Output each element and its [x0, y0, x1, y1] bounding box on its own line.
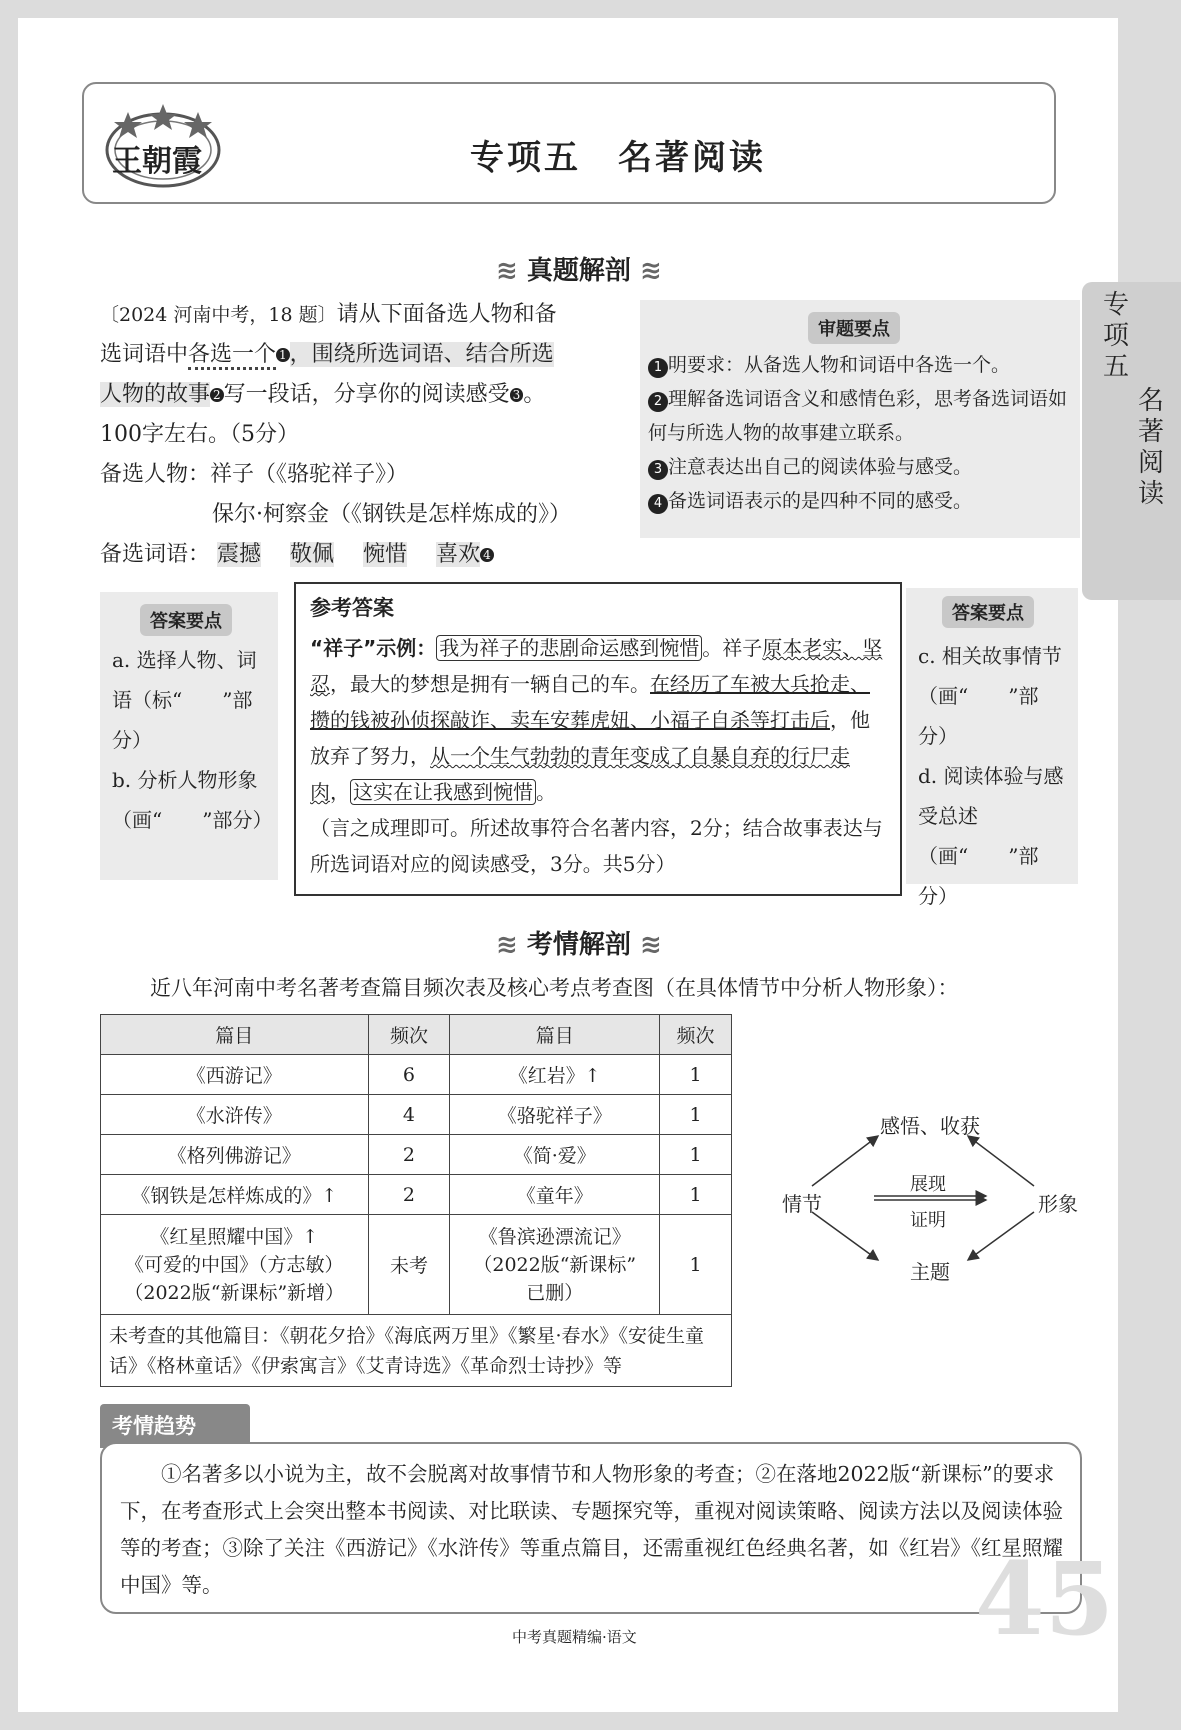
- wave-icon: ≋: [639, 256, 662, 286]
- trend-tag: 考情趋势: [100, 1404, 250, 1448]
- side-tab-line1: 专项五: [1102, 290, 1129, 382]
- page-footer: 中考真题精编·语文: [512, 1628, 637, 1646]
- section-heading-2: ≋ 考情解剖 ≋: [496, 930, 662, 960]
- wave-icon: ≋: [496, 256, 518, 286]
- core-points-diagram: [770, 1100, 1100, 1300]
- reference-answer: 参考答案 “祥子”示例： 我为祥子的悲剧命运感到惋惜 。祥子原本老实、坚忍，最大的梦想是拥有一辆自己的车。在经历了车被大兵抢走、攒的钱被孙侦探敲诈、卖车安葬虎妞、小福子自杀等打击后，他放弃了努力，从一个生气勃勃的青年变成了自暴自弃的行尸走肉， 这实在让我感到惋惜 。 （言之成理即可。所述故事符合名著内容，2分；结合故事表达与所选词语对应的阅读感受，3分。共5分）: [294, 582, 902, 896]
- page-title: 专项五 名著阅读: [470, 138, 766, 178]
- wave-icon: ≋: [639, 930, 662, 960]
- table-footer-row: 未考查的其他篇目：《朝花夕拾》《海底两万里》《繁星·春水》《安徒生童话》《格林童话》《伊索寓言》《艾青诗选》《革命烈士诗抄》等: [101, 1315, 732, 1387]
- diagram-label-prove: 证明: [910, 1210, 946, 1231]
- table-row: 《格列佛游记》 2 《简·爱》 1: [101, 1135, 732, 1175]
- diagram-node-theme: 主题: [910, 1260, 950, 1284]
- table-row: 《红星照耀中国》↑ 《可爱的中国》（方志敏） （2022版“新课标”新增） 未考 《鲁滨逊漂流记》 （2022版“新课标” 已删） 1: [101, 1215, 732, 1315]
- trend-box: ①名著多以小说为主，故不会脱离对故事情节和人物形象的考查；②在落地2022版“新课标”的要求下，在考查形式上会突出整本书阅读、对比联读、专题探究等，重视对阅读策略、阅读方法以及阅读体验等的考查；③除了关注《西游记》《水浒传》等重点篇目，还需重视红色经典名著，如《红岩》《红星照耀中国》等。: [100, 1442, 1082, 1614]
- table-intro: 近八年河南中考名著考查篇目频次表及核心考点考查图（在具体情节中分析人物形象）：: [150, 976, 959, 1000]
- table-row: 《水浒传》 4 《骆驼祥子》 1: [101, 1095, 732, 1135]
- section-heading-1: ≋ 真题解剖 ≋: [496, 256, 662, 286]
- logo-text: 王朝霞: [112, 144, 202, 179]
- side-tab-line2: 名著阅读: [1137, 386, 1164, 509]
- analysis-box: 审题要点 1 明要求：从备选人物和词语中各选一个。 2 理解备选词语含义和感情色彩，思考备选词语如何与所选人物的故事建立联系。 3 注意表达出自己的阅读体验与感受。 4 备选词语表示的是四种不同的感受。: [640, 300, 1080, 538]
- answer-key-left: 答案要点 a. 选择人物、词语（标“ ”部分） b. 分析人物形象（画“ ”部分）: [100, 592, 278, 880]
- logo: [98, 96, 228, 192]
- answer-key-right: 答案要点 c. 相关故事情节（画“ ”部分） d. 阅读体验与感受总述（画“ ”部分）: [906, 588, 1078, 884]
- table-row: 《西游记》 6 《红岩》↑ 1: [101, 1055, 732, 1095]
- diagram-node-plot: 情节: [782, 1192, 822, 1216]
- frequency-table: 篇目 频次 篇目 频次 《西游记》 6 《红岩》↑ 1 《水浒传》 4 《骆驼祥子》 1 《格列佛游记》 2 《简·爱》 1 《钢铁是怎样炼成的》↑ 2 《童年》 1 《红星照耀中国》↑ 《可爱的中国》（方志敏） （2022版“新课标”新增） 未考 《鲁滨逊漂流记》 （2022版“新课标” 已删） 1 未考查的其他篇目：《朝花夕拾》《海底两万里》《繁星·春水》《安徒生童话》《格林童话》《伊索寓言》《艾青诗选》《革命烈士诗抄》等: [100, 1014, 732, 1387]
- page-number: 45: [975, 1540, 1115, 1658]
- analysis-title: 审题要点: [808, 312, 900, 344]
- diagram-label-show: 展现: [910, 1174, 946, 1195]
- question-block: 〔2024 河南中考，18 题〕请从下面备选人物和备 选词语中各选一个 $^1$ ，围绕所选词语、结合所选 人物的故事 $^2$ 写一段话，分享你的阅读感受 $^3$ 。 100字左右。（5分） 备选人物：祥子（《骆驼祥子》） 保尔·柯察金（《钢铁是怎样炼成的》） 备选词语： 震撼 敬佩 惋惜 喜欢 $^4$: [100, 302, 571, 567]
- diagram-node-insight: 感悟、收获: [880, 1114, 980, 1138]
- table-row: 《钢铁是怎样炼成的》↑ 2 《童年》 1: [101, 1175, 732, 1215]
- diagram-node-character: 形象: [1038, 1192, 1078, 1216]
- wave-icon: ≋: [496, 930, 518, 960]
